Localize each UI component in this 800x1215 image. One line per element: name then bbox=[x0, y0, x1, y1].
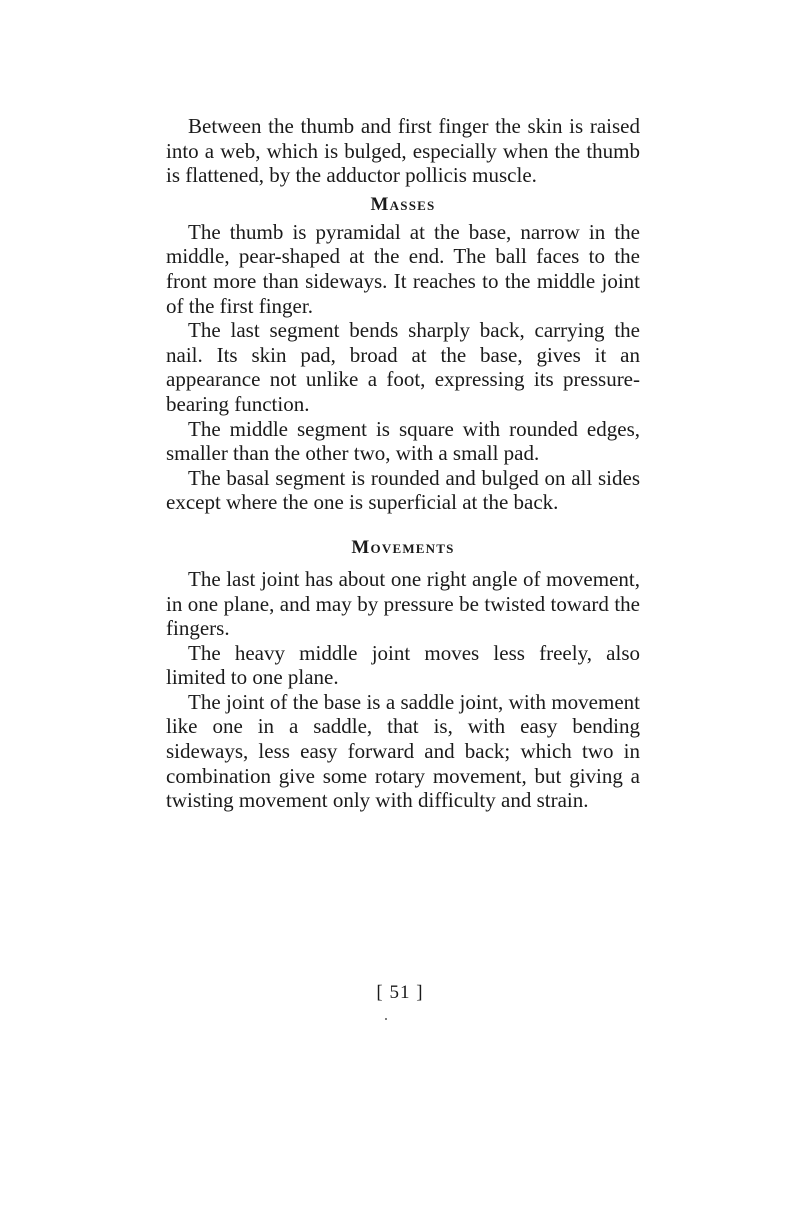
paragraph-masses-2: The last segment bends sharply back, carrying the nail. Its skin pad, broad at the base, gives it an appearance not unlike a foot, expressing its pressure-bearing function. bbox=[166, 318, 640, 416]
paragraph-movements-3: The joint of the base is a saddle joint, with movement like one in a saddle, that is, with easy bending sideways, less easy forward and back; which two in combination give some rotary movement, but giving a twisting movement only with difficulty and strain. bbox=[166, 689, 640, 813]
paragraph-intro: Between the thumb and first finger the skin is raised into a web, which is bulged, especially when the thumb is flattened, by the adductor pollicis muscle. bbox=[166, 114, 640, 188]
page-number: [ 51 ] bbox=[376, 982, 424, 1003]
paragraph-movements-1: The last joint has about one right angle of movement, in one plane, and may by pressure be twisted toward the fingers. bbox=[166, 566, 640, 641]
printer-mark bbox=[385, 1018, 387, 1020]
paragraph-masses-3: The middle segment is square with rounded edges, smaller than the other two, with a small pad. bbox=[166, 416, 640, 466]
section-heading-masses: Masses bbox=[370, 193, 436, 215]
section-heading-movements: Movements bbox=[351, 536, 455, 558]
paragraph-masses-1: The thumb is pyramidal at the base, narrow in the middle, pear-shaped at the end. The ball faces to the front more than sideways. It reaches to the middle joint of the first finger. bbox=[166, 219, 640, 318]
page-body bbox=[166, 112, 640, 813]
paragraph-masses-4: The basal segment is rounded and bulged on all sides except where the one is superficial at the back. bbox=[166, 465, 640, 515]
paragraph-movements-2: The heavy middle joint moves less freely, also limited to one plane. bbox=[166, 640, 640, 690]
